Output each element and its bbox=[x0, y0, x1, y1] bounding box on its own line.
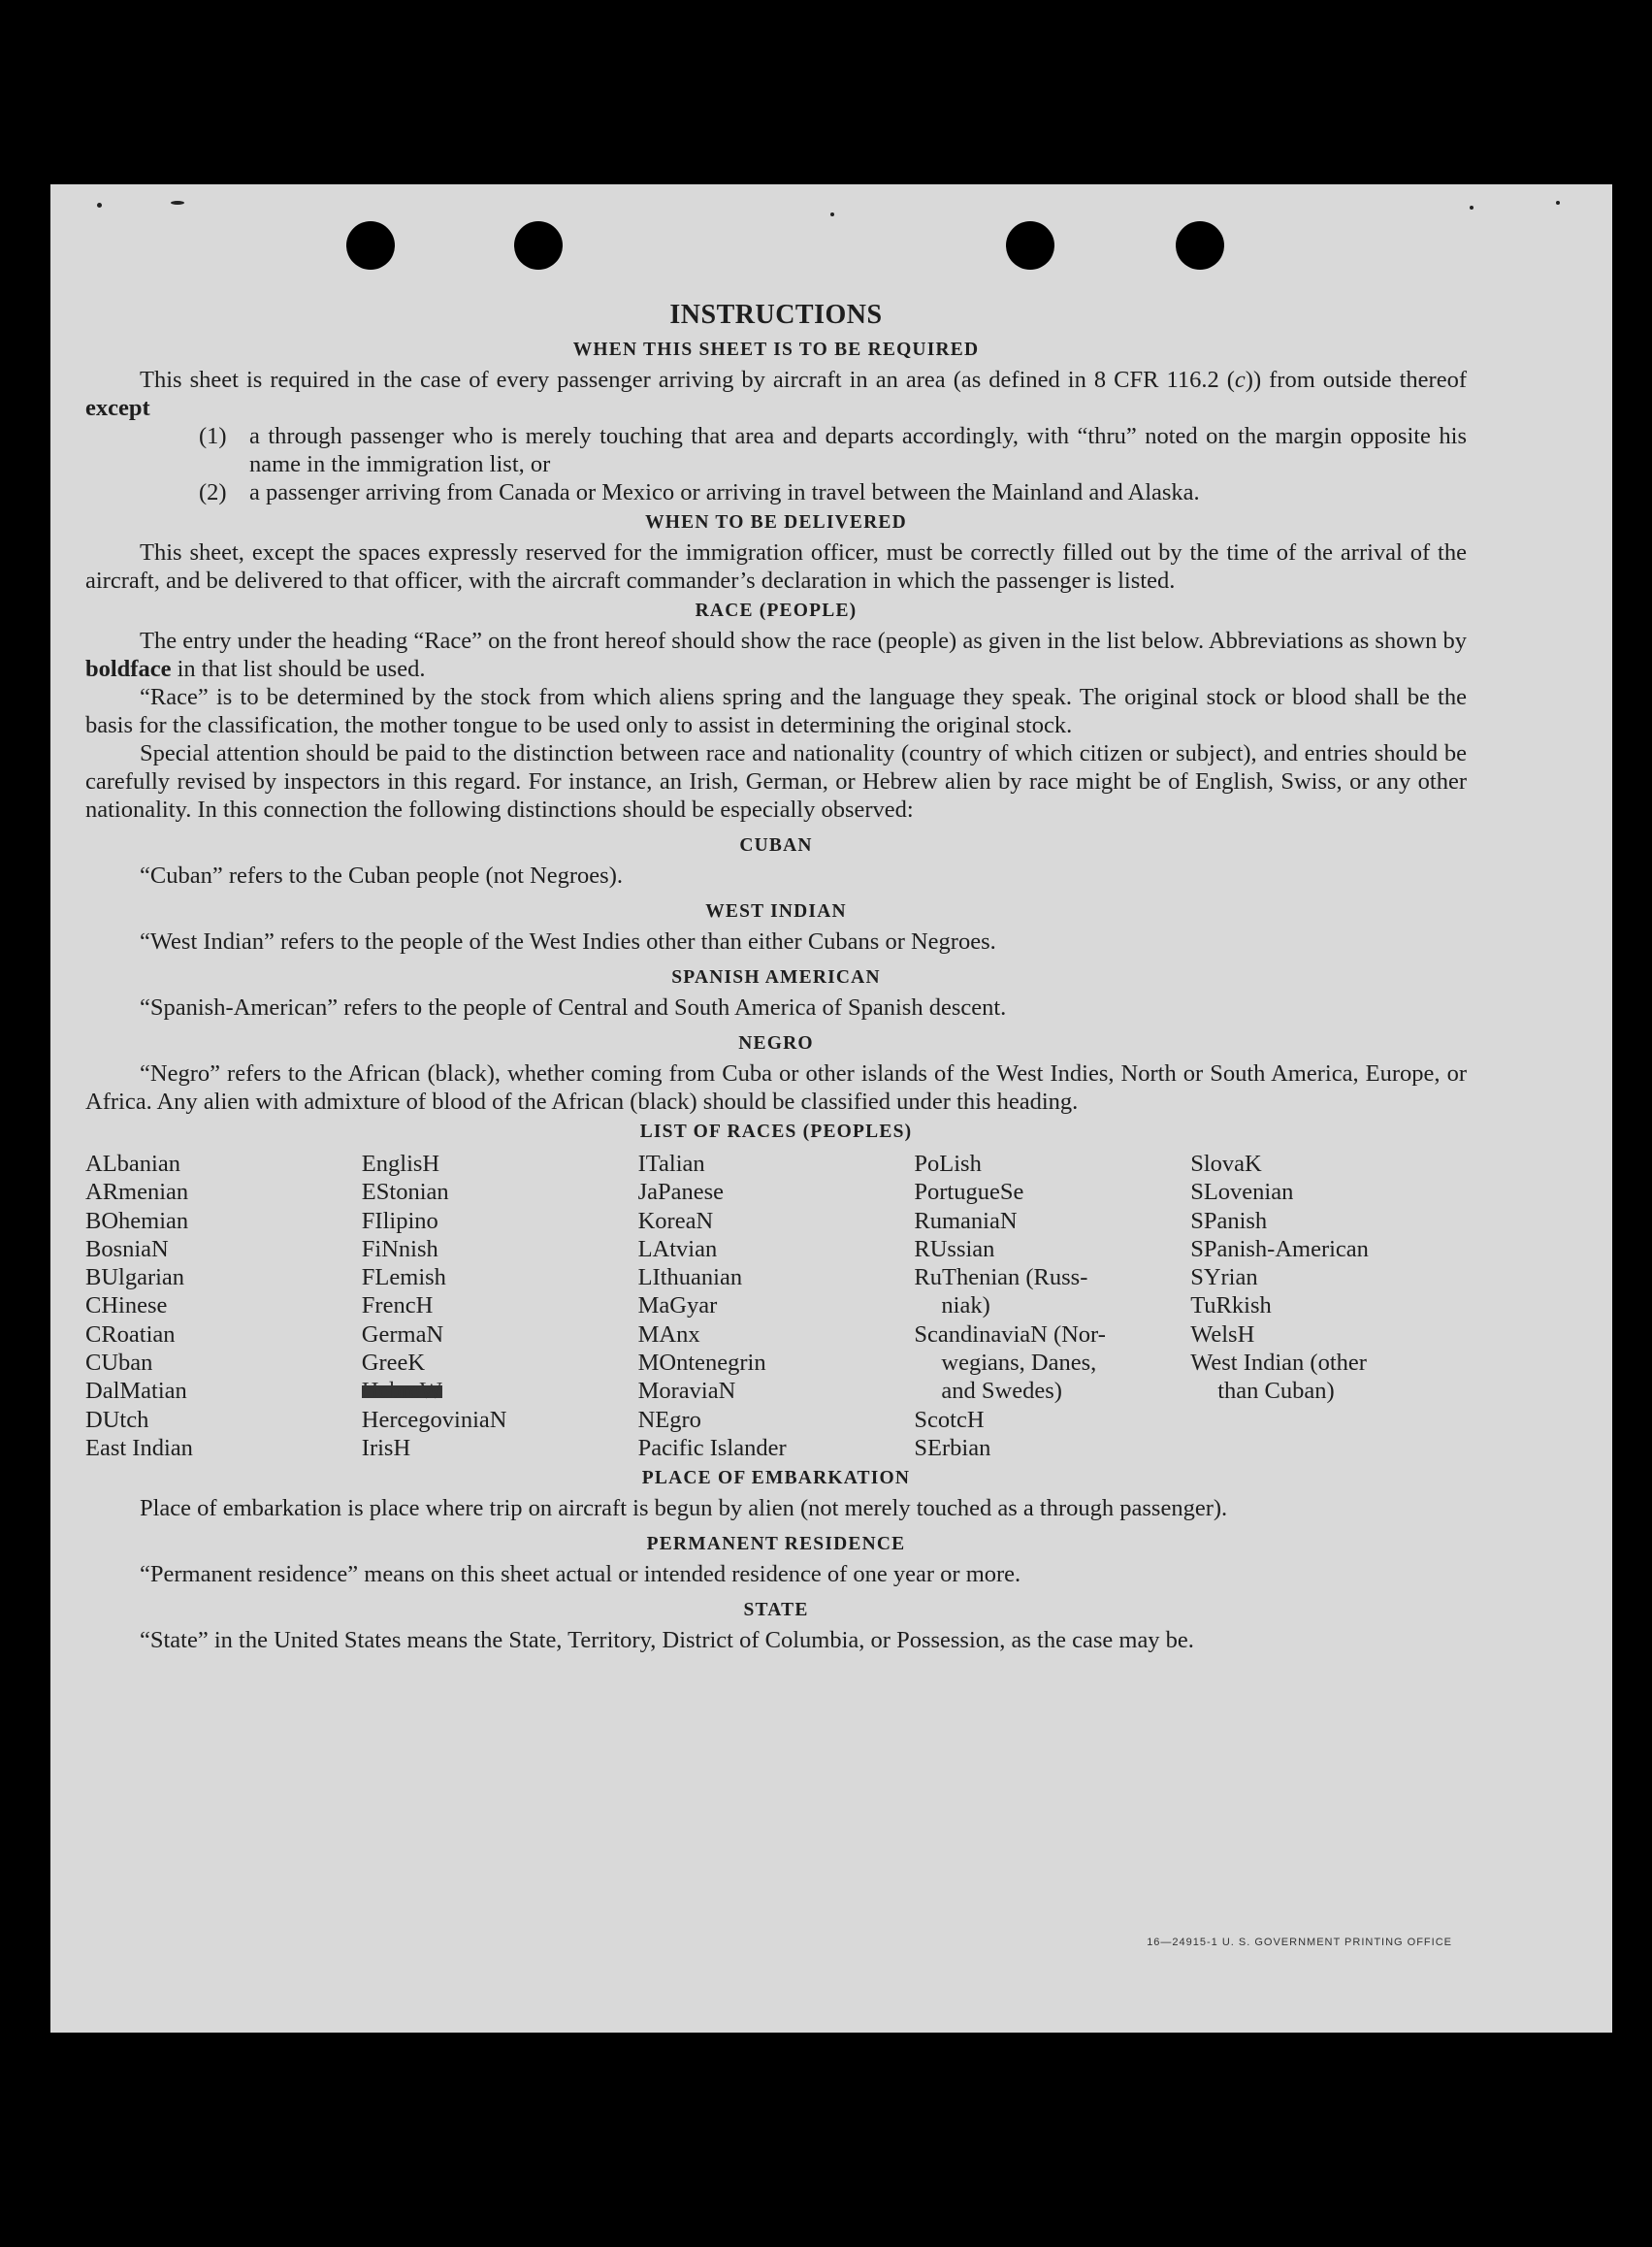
race-entry: FiNnish bbox=[361, 1235, 438, 1262]
list-item bbox=[199, 422, 1467, 478]
race-entry: BUlgarian bbox=[85, 1264, 185, 1291]
race-entry: SLovenian bbox=[1190, 1179, 1294, 1206]
section-heading-race: RACE (PEOPLE) bbox=[695, 601, 858, 621]
section-heading-negro: NEGRO bbox=[738, 1033, 814, 1054]
race-entry: CHinese bbox=[85, 1292, 168, 1319]
race-entry: ARmenian bbox=[85, 1179, 189, 1206]
race-paragraph-1 bbox=[85, 627, 1467, 683]
race-entry: MoraviaN bbox=[637, 1378, 736, 1405]
race-entry: Pacific Islander bbox=[637, 1434, 787, 1461]
race-entry: HercegoviniaN bbox=[361, 1406, 507, 1433]
item-number: (1) bbox=[199, 423, 227, 449]
race-entry: SPanish-American bbox=[1190, 1235, 1369, 1262]
race-entry: and Swedes) bbox=[941, 1378, 1062, 1405]
required-intro-text: This sheet is required in the case of every passenger arriving by aircraft in an area (as defined in 8 CFR 116.2 ( bbox=[140, 367, 1235, 393]
race-entry: FLemish bbox=[361, 1264, 446, 1291]
race-entry: CUban bbox=[85, 1350, 153, 1377]
race-entry: PortugueSe bbox=[914, 1179, 1024, 1206]
race-entry: NEgro bbox=[637, 1406, 701, 1433]
race-entry: MaGyar bbox=[637, 1292, 718, 1319]
race-entry: ITalian bbox=[637, 1151, 705, 1177]
speck bbox=[1470, 206, 1474, 210]
speck bbox=[830, 212, 834, 216]
race-entry: RumaniaN bbox=[914, 1207, 1018, 1234]
race-entry: ScandinaviaN (Nor- bbox=[914, 1320, 1106, 1348]
race-entry: ALbanian bbox=[85, 1151, 180, 1177]
race-entry: niak) bbox=[941, 1292, 990, 1319]
punch-hole bbox=[346, 221, 395, 270]
required-intro-text-2: )) from outside thereof bbox=[1245, 367, 1467, 393]
west-indian-text: “West Indian” refers to the people of the West Indies other than either Cubans or Negroes. bbox=[140, 928, 996, 955]
race-entry: LIthuanian bbox=[637, 1264, 743, 1291]
race-entry: SYrian bbox=[1190, 1264, 1258, 1291]
required-intro-italic: c bbox=[1234, 367, 1246, 393]
required-intro bbox=[85, 366, 1467, 422]
race-paragraph-2: “Race” is to be determined by the stock from which aliens spring and the language they speak. The original stock or blood shall be the basis for the classification, the mother tongue to be used only to assist in determining the original stock. bbox=[85, 684, 1467, 738]
race-entry: EnglisH bbox=[361, 1151, 440, 1177]
section-heading-residence: PERMANENT RESIDENCE bbox=[646, 1534, 906, 1555]
item-number: (2) bbox=[199, 479, 227, 505]
race-entry: SPanish bbox=[1190, 1207, 1268, 1234]
state-text: “State” in the United States means the State, Territory, District of Columbia, or Possession, as the case may be. bbox=[140, 1627, 1194, 1654]
section-heading-required: WHEN THIS SHEET IS TO BE REQUIRED bbox=[572, 340, 980, 360]
section-heading-state: STATE bbox=[743, 1600, 809, 1621]
race-entry: SErbian bbox=[914, 1434, 991, 1461]
section-heading-spanish-american: SPANISH AMERICAN bbox=[671, 967, 881, 988]
race-entry: LAtvian bbox=[637, 1235, 718, 1262]
race-entry: West Indian (other bbox=[1190, 1350, 1367, 1377]
race-entry: MAnx bbox=[637, 1320, 700, 1348]
race-p1-text-2: in that list should be used. bbox=[171, 656, 426, 682]
race-entry: BosniaN bbox=[85, 1235, 169, 1262]
negro-text: “Negro” refers to the African (black), whether coming from Cuba or other islands of the West Indies, North or South America, Europe, or Africa. Any alien with admixture of blood of the African (black) should be classified under this heading. bbox=[85, 1060, 1467, 1115]
race-entry: PoLish bbox=[914, 1151, 982, 1177]
race-entry: RUssian bbox=[914, 1235, 995, 1262]
race-entry: KoreaN bbox=[637, 1207, 714, 1234]
speck bbox=[97, 203, 102, 208]
race-entry: East Indian bbox=[85, 1434, 193, 1461]
punch-hole bbox=[1176, 221, 1224, 270]
section-heading-west-indian: WEST INDIAN bbox=[705, 901, 847, 922]
race-entry: JaPanese bbox=[637, 1179, 725, 1206]
race-column bbox=[362, 1150, 638, 1462]
cuban-text: “Cuban” refers to the Cuban people (not Negroes). bbox=[140, 863, 623, 889]
race-entry: DalMatian bbox=[85, 1378, 187, 1405]
race-entry: WelsH bbox=[1190, 1320, 1255, 1348]
race-entry: wegians, Danes, bbox=[941, 1350, 1097, 1377]
punch-hole bbox=[514, 221, 563, 270]
section-heading-cuban: CUBAN bbox=[739, 835, 813, 856]
race-entry: GermaN bbox=[361, 1320, 444, 1348]
race-column bbox=[85, 1150, 362, 1462]
race-column bbox=[1190, 1150, 1467, 1462]
race-entry: than Cuban) bbox=[1217, 1378, 1335, 1405]
race-column bbox=[638, 1150, 915, 1462]
race-column bbox=[914, 1150, 1190, 1462]
section-heading-embarkation: PLACE OF EMBARKATION bbox=[641, 1468, 911, 1489]
race-p1-text: The entry under the heading “Race” on the front hereof should show the race (people) as given in the list below. Abbreviations as shown by bbox=[140, 628, 1467, 654]
race-entry: ScotcH bbox=[914, 1406, 985, 1433]
printer-footer: 16—24915-1 U. S. GOVERNMENT PRINTING OFFICE bbox=[1147, 1937, 1452, 1948]
race-entry: EStonian bbox=[361, 1179, 449, 1206]
list-item bbox=[199, 478, 1467, 506]
embarkation-text: Place of embarkation is place where trip on aircraft is begun by alien (not merely touched as a through passenger). bbox=[140, 1495, 1228, 1522]
race-entry: FIlipino bbox=[361, 1207, 438, 1234]
section-heading-delivered: WHEN TO BE DELIVERED bbox=[645, 512, 907, 533]
document-sheet bbox=[50, 184, 1612, 2033]
race-entry-struck bbox=[362, 1377, 638, 1405]
instructions-content bbox=[85, 299, 1467, 1654]
race-entry: SlovaK bbox=[1190, 1151, 1262, 1177]
speck bbox=[1556, 201, 1560, 205]
required-intro-except: except bbox=[85, 395, 150, 421]
race-list bbox=[85, 1150, 1467, 1462]
punch-hole bbox=[1006, 221, 1054, 270]
race-p1-bold: boldface bbox=[85, 656, 172, 682]
race-entry: MOntenegrin bbox=[637, 1350, 766, 1377]
delivered-text: This sheet, except the spaces expressly reserved for the immigration officer, must be correctly filled out by the time of the arrival of the aircraft, and be delivered to that officer, with the aircraft commander’s declaration in which the passenger is listed. bbox=[85, 539, 1467, 594]
speck bbox=[171, 201, 184, 205]
race-entry: TuRkish bbox=[1190, 1292, 1272, 1319]
spanish-american-text: “Spanish-American” refers to the people of Central and South America of Spanish descent. bbox=[140, 994, 1007, 1021]
page-title: INSTRUCTIONS bbox=[669, 300, 883, 330]
race-entry: IrisH bbox=[361, 1434, 411, 1461]
race-entry: DUtch bbox=[85, 1406, 149, 1433]
item-text: a through passenger who is merely touching that area and departs accordingly, with “thru” noted on the margin opposite his name in the immigration list, or bbox=[249, 423, 1467, 477]
section-heading-list: LIST OF RACES (PEOPLES) bbox=[639, 1122, 913, 1142]
item-text: a passenger arriving from Canada or Mexico or arriving in travel between the Mainland and Alaska. bbox=[249, 479, 1200, 505]
race-entry: BOhemian bbox=[85, 1207, 189, 1234]
race-entry: FrencH bbox=[361, 1292, 434, 1319]
race-entry: RuThenian (Russ- bbox=[914, 1264, 1088, 1291]
struck-text: HebreW bbox=[361, 1378, 442, 1405]
race-entry: GreeK bbox=[361, 1350, 426, 1377]
residence-text: “Permanent residence” means on this sheet actual or intended residence of one year or more. bbox=[140, 1561, 1021, 1588]
race-paragraph-3: Special attention should be paid to the distinction between race and nationality (country of which citizen or subject), and entries should be carefully revised by inspectors in this regard. For instance, an Irish, German, or Hebrew alien by race might be of English, Swiss, or any other nationality. In this connection the following distinctions should be especially observed: bbox=[85, 740, 1467, 823]
race-entry: CRoatian bbox=[85, 1320, 176, 1348]
